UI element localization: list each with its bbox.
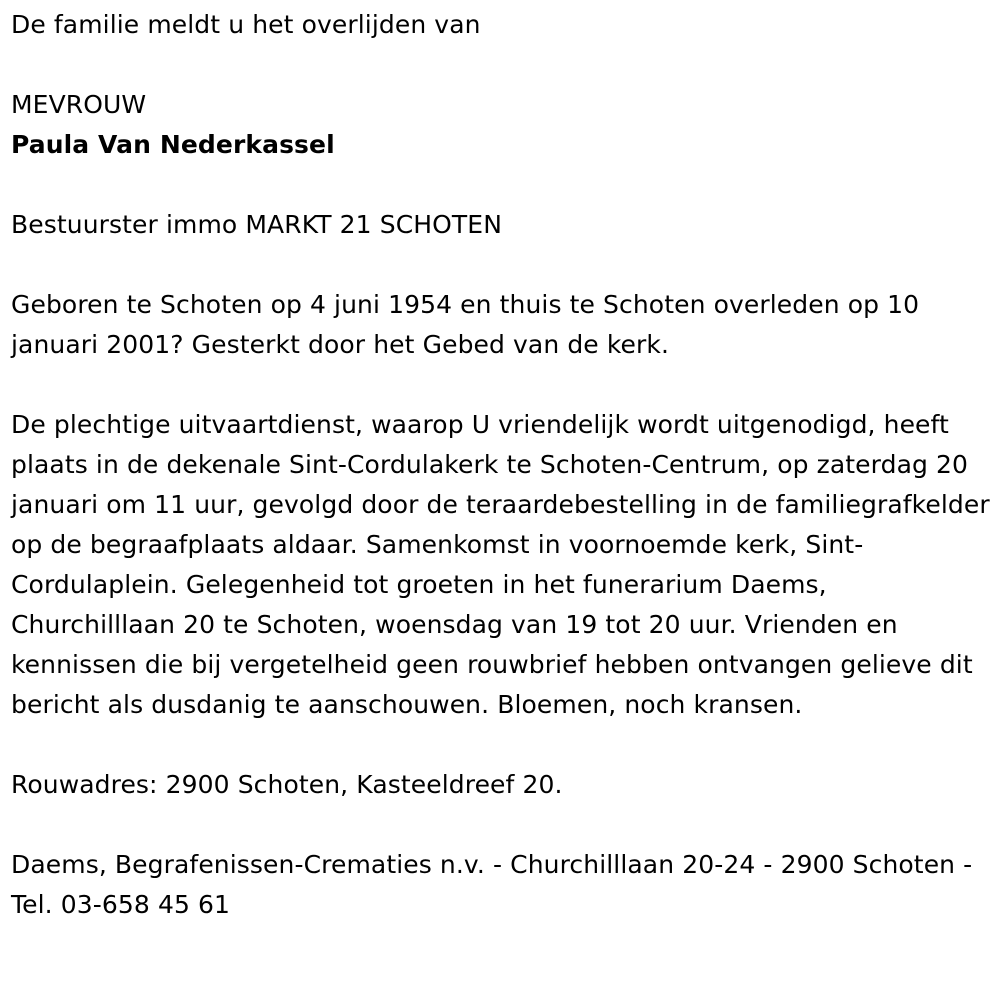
deceased-name: Paula Van Nederkassel: [11, 130, 335, 159]
intro-line: De familie meldt u het overlijden van: [11, 10, 481, 39]
spacer: [11, 725, 991, 765]
spacer: [11, 245, 991, 285]
honorific-title: MEVROUW: [11, 90, 147, 119]
funeral-home-info: Daems, Begrafenissen-Crematies n.v. - Churchilllaan 20-24 - 2900 Schoten - Tel. 03-658 45 61: [11, 850, 973, 919]
spacer: [11, 165, 991, 205]
spacer: [11, 45, 991, 85]
spacer: [11, 805, 991, 845]
mourning-address: Rouwadres: 2900 Schoten, Kasteeldreef 20.: [11, 770, 563, 799]
birth-death-paragraph: Geboren te Schoten op 4 juni 1954 en thuis te Schoten overleden op 10 januari 2001? Gesterkt door het Gebed van de kerk.: [11, 290, 920, 359]
spacer: [11, 365, 991, 405]
ceremony-paragraph: De plechtige uitvaartdienst, waarop U vriendelijk wordt uitgenodigd, heeft plaats in de dekenale Sint-Cordulakerk te Schoten-Centrum, op zaterdag 20 januari om 11 uur, gevolgd door de teraardebestelling in de familiegrafkelder op de begraafplaats aldaar. Samenkomst in voornoemde kerk, Sint-Cordulaplein. Gelegenheid tot groeten in het funerarium Daems, Churchilllaan 20 te Schoten, woensdag van 19 tot 20 uur. Vrienden en kennissen die bij vergetelheid geen rouwbrief hebben ontvangen gelieve dit bericht als dusdanig te aanschouwen. Bloemen, noch kransen.: [11, 410, 990, 719]
death-notice: [11, 5, 991, 925]
occupation-line: Bestuurster immo MARKT 21 SCHOTEN: [11, 210, 502, 239]
